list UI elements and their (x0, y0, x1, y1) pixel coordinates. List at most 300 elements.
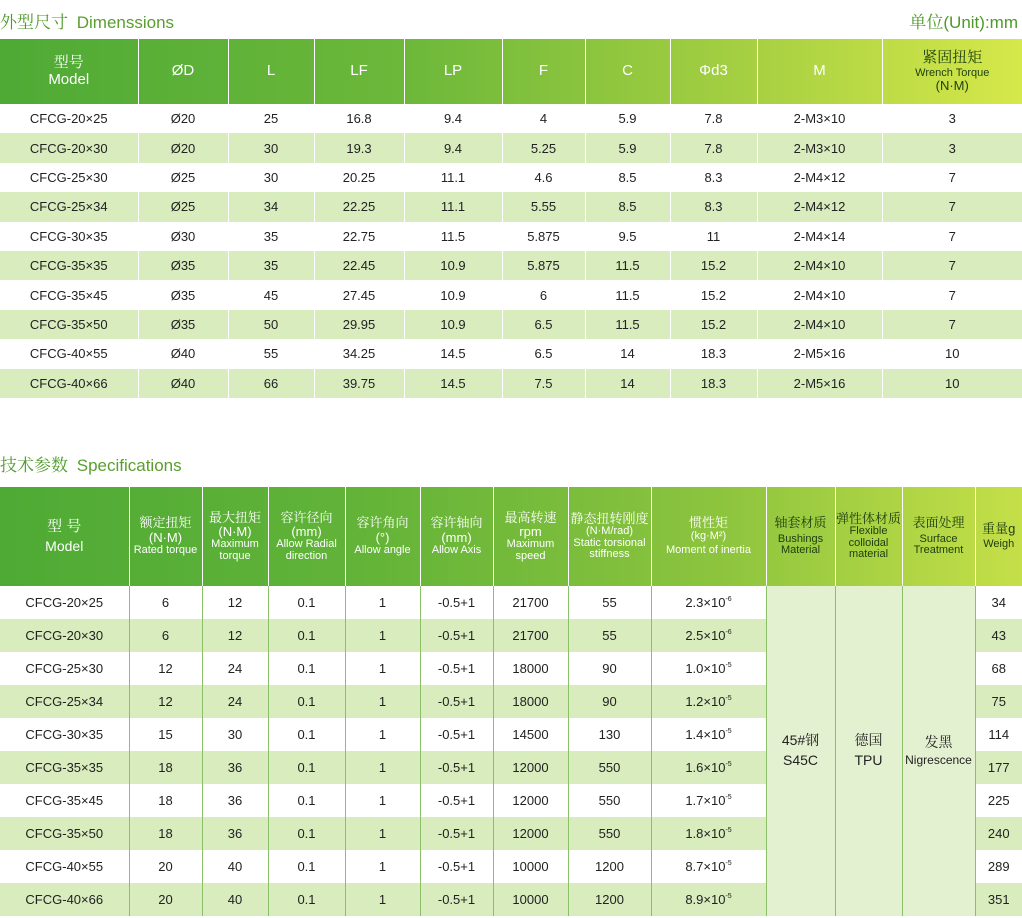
dims-cell-torque: 7 (882, 163, 1022, 192)
specs-cell-weight: 68 (975, 652, 1022, 685)
dims-cell-lf: 27.45 (314, 280, 404, 309)
specs-header-angle-en: Allow angle (354, 544, 411, 557)
specs-cell-axis: -0.5+1 (420, 685, 493, 718)
specs-cell-max: 24 (202, 685, 268, 718)
specs-cell-inertia (651, 718, 766, 751)
dims-cell-lp: 14.5 (404, 369, 502, 398)
inertia-base: 1.6×10 (685, 760, 726, 775)
dims-cell-od: Ø40 (138, 339, 228, 368)
dims-cell-c: 9.5 (585, 222, 670, 251)
dims-cell-d3: 11 (670, 222, 757, 251)
specs-cell-axis: -0.5+1 (420, 586, 493, 619)
specs-cell-angle: 1 (345, 850, 420, 883)
inertia-base: 1.2×10 (685, 694, 726, 709)
specs-cell-axis: -0.5+1 (420, 850, 493, 883)
specs-cell-rated: 12 (129, 652, 202, 685)
specs-header-speed-en: Maximum speed (506, 538, 555, 562)
specs-cell-weight: 177 (975, 751, 1022, 784)
bushing-material (766, 586, 835, 916)
dims-cell-d3: 18.3 (670, 369, 757, 398)
inertia-base: 1.8×10 (685, 826, 726, 841)
table-row (0, 104, 1022, 133)
table-row (0, 339, 1022, 368)
inertia-base: 8.7×10 (685, 859, 726, 874)
dims-cell-l: 55 (228, 339, 314, 368)
inertia-base: 1.7×10 (685, 793, 726, 808)
specs-cell-speed: 21700 (493, 586, 568, 619)
specs-cell-speed: 12000 (493, 784, 568, 817)
dims-cell-lp: 14.5 (404, 339, 502, 368)
bushing-material-cn: 45#钢 (781, 732, 820, 749)
dims-cell-l: 34 (228, 192, 314, 221)
dims-cell-model: CFCG-40×55 (0, 339, 138, 368)
dims-header-row (0, 39, 1022, 104)
dims-section-title (0, 8, 174, 33)
dims-cell-c: 5.9 (585, 104, 670, 133)
specs-header-stiff-cn: 静态扭转刚度 (570, 511, 649, 527)
specs-cell-model: CFCG-35×45 (0, 784, 129, 817)
specs-cell-angle: 1 (345, 817, 420, 850)
dims-cell-od: Ø20 (138, 104, 228, 133)
surface-treatment-cn: 发黑 (924, 733, 953, 750)
specs-header-bushing (766, 487, 835, 586)
specs-cell-rated: 6 (129, 619, 202, 652)
specs-header-axis-unit: (mm) (441, 529, 472, 545)
dims-cell-c: 8.5 (585, 192, 670, 221)
specs-cell-max: 12 (202, 619, 268, 652)
dims-cell-c: 8.5 (585, 163, 670, 192)
specs-cell-max: 36 (202, 817, 268, 850)
dims-header-torque (882, 39, 1022, 104)
specs-cell-weight: 43 (975, 619, 1022, 652)
specs-cell-weight: 225 (975, 784, 1022, 817)
dims-cell-lp: 11.5 (404, 222, 502, 251)
specs-cell-speed: 10000 (493, 850, 568, 883)
specs-cell-stiff: 90 (568, 685, 651, 718)
dims-cell-od: Ø30 (138, 222, 228, 251)
specs-cell-speed: 18000 (493, 685, 568, 718)
dims-cell-d3: 15.2 (670, 280, 757, 309)
specs-cell-angle: 1 (345, 586, 420, 619)
specs-header-rated-en: Rated torque (133, 544, 198, 557)
specs-header-max (202, 487, 268, 586)
dims-cell-d3: 8.3 (670, 163, 757, 192)
specs-cell-model: CFCG-40×66 (0, 883, 129, 916)
specs-header-stiffness (568, 487, 651, 586)
specs-cell-stiff: 90 (568, 652, 651, 685)
specs-section-title (0, 451, 182, 476)
specs-header-surface-en: Surface Treatment (913, 532, 964, 557)
specs-header-bush-en: Bushings Material (777, 532, 824, 557)
specs-header-speed-cn: 最高转速 (504, 509, 557, 525)
dims-cell-lf: 16.8 (314, 104, 404, 133)
dims-header-c: C (585, 39, 670, 104)
specs-cell-model: CFCG-25×34 (0, 685, 129, 718)
inertia-base: 1.0×10 (685, 661, 726, 676)
specs-cell-inertia (651, 817, 766, 850)
specs-header-angle-cn: 容许角向 (356, 515, 409, 531)
specs-cell-radial: 0.1 (268, 619, 345, 652)
specs-header-radial-en: Allow Radial direction (276, 538, 337, 562)
inertia-base: 2.5×10 (685, 628, 726, 643)
dims-cell-model: CFCG-35×35 (0, 251, 138, 280)
dims-cell-c: 11.5 (585, 280, 670, 309)
specs-title-cn: 技术参数 (0, 456, 68, 475)
dims-cell-od: Ø35 (138, 310, 228, 339)
specs-cell-speed: 14500 (493, 718, 568, 751)
inertia-exponent: -5 (725, 794, 732, 801)
dims-table-body (0, 104, 1022, 398)
dims-header-torque-cn: 紧固扭矩 (922, 49, 983, 67)
specs-cell-stiff: 550 (568, 751, 651, 784)
specs-cell-weight: 351 (975, 883, 1022, 916)
specs-cell-speed: 18000 (493, 652, 568, 685)
specs-cell-max: 40 (202, 883, 268, 916)
specs-cell-weight: 75 (975, 685, 1022, 718)
specs-header-speed (493, 487, 568, 586)
dims-cell-m: 2-M4×12 (757, 163, 882, 192)
dims-cell-m: 2-M4×10 (757, 310, 882, 339)
inertia-exponent: -6 (725, 629, 732, 636)
dims-cell-d3: 8.3 (670, 192, 757, 221)
specs-header-radial-cn: 容许径向 (280, 509, 333, 525)
dims-cell-lf: 39.75 (314, 369, 404, 398)
dims-cell-f: 5.875 (502, 222, 585, 251)
dims-cell-lf: 22.45 (314, 251, 404, 280)
specs-cell-inertia (651, 784, 766, 817)
dims-cell-f: 6.5 (502, 310, 585, 339)
dims-cell-lp: 11.1 (404, 163, 502, 192)
specs-cell-stiff: 55 (568, 586, 651, 619)
inertia-exponent: -5 (725, 662, 732, 669)
inertia-exponent: -5 (725, 761, 732, 768)
specs-header-row (0, 487, 1022, 586)
specs-header-weight (975, 487, 1022, 586)
specs-cell-axis: -0.5+1 (420, 883, 493, 916)
specs-cell-stiff: 130 (568, 718, 651, 751)
specs-header-axis-en: Allow Axis (431, 544, 482, 557)
dims-cell-model: CFCG-20×30 (0, 133, 138, 162)
elastic-material-en: TPU (854, 752, 883, 768)
dims-cell-od: Ø35 (138, 280, 228, 309)
specs-cell-rated: 15 (129, 718, 202, 751)
specs-cell-max: 30 (202, 718, 268, 751)
specs-cell-angle: 1 (345, 784, 420, 817)
specs-cell-axis: -0.5+1 (420, 718, 493, 751)
specs-cell-max: 12 (202, 586, 268, 619)
specs-cell-weight: 289 (975, 850, 1022, 883)
dims-cell-torque: 7 (882, 251, 1022, 280)
dims-cell-torque: 7 (882, 280, 1022, 309)
dims-header-torque-unit: (N·M) (935, 77, 969, 93)
specs-cell-weight: 114 (975, 718, 1022, 751)
specs-header-model-cn: 型 号 (47, 517, 82, 535)
specs-header-surface-cn: 表面处理 (912, 515, 965, 531)
dims-cell-lf: 22.75 (314, 222, 404, 251)
table-row (0, 192, 1022, 221)
dims-cell-model: CFCG-25×34 (0, 192, 138, 221)
specs-cell-stiff: 55 (568, 619, 651, 652)
dims-cell-f: 5.875 (502, 251, 585, 280)
specs-cell-angle: 1 (345, 652, 420, 685)
table-row (0, 163, 1022, 192)
inertia-exponent: -5 (725, 695, 732, 702)
specs-header-radial-unit: (mm) (291, 523, 322, 539)
dims-cell-lf: 34.25 (314, 339, 404, 368)
specs-header-elastic-en: Flexible colloidal material (848, 525, 889, 561)
dims-cell-d3: 15.2 (670, 310, 757, 339)
specs-header-max-en: Maximum torque (211, 538, 259, 562)
dims-cell-f: 5.55 (502, 192, 585, 221)
surface-treatment (902, 586, 975, 916)
inertia-exponent: -6 (725, 596, 732, 603)
dims-cell-m: 2-M3×10 (757, 104, 882, 133)
specs-cell-speed: 12000 (493, 751, 568, 784)
specs-cell-angle: 1 (345, 718, 420, 751)
dims-cell-m: 2-M4×10 (757, 280, 882, 309)
dims-cell-l: 35 (228, 251, 314, 280)
inertia-base: 8.9×10 (685, 892, 726, 907)
specs-header-bush-cn: 轴套材质 (774, 515, 827, 531)
table-row (0, 369, 1022, 398)
specs-cell-rated: 18 (129, 751, 202, 784)
inertia-exponent: -5 (725, 827, 732, 834)
dims-cell-model: CFCG-35×45 (0, 280, 138, 309)
specs-table-body (0, 586, 1022, 916)
specs-cell-rated: 20 (129, 883, 202, 916)
elastic-material-cn: 德国 (854, 732, 883, 749)
specifications-table (0, 487, 1022, 916)
dims-header-m: M (757, 39, 882, 104)
specs-cell-radial: 0.1 (268, 784, 345, 817)
specs-header-model-en: Model (45, 538, 84, 555)
specs-header-rated (129, 487, 202, 586)
inertia-base: 1.4×10 (685, 727, 726, 742)
dims-cell-f: 7.5 (502, 369, 585, 398)
dims-cell-d3: 18.3 (670, 339, 757, 368)
specs-cell-stiff: 550 (568, 784, 651, 817)
specs-cell-stiff: 1200 (568, 883, 651, 916)
dims-cell-c: 11.5 (585, 310, 670, 339)
specs-cell-radial: 0.1 (268, 751, 345, 784)
dims-cell-c: 5.9 (585, 133, 670, 162)
dims-cell-od: Ø35 (138, 251, 228, 280)
dims-cell-m: 2-M3×10 (757, 133, 882, 162)
table-row (0, 310, 1022, 339)
specs-cell-rated: 6 (129, 586, 202, 619)
inertia-exponent: -5 (725, 728, 732, 735)
dims-cell-lf: 29.95 (314, 310, 404, 339)
specs-header-axis-cn: 容许轴向 (430, 515, 483, 531)
dims-cell-lp: 10.9 (404, 251, 502, 280)
specs-cell-rated: 18 (129, 784, 202, 817)
table-row (0, 222, 1022, 251)
dims-cell-lp: 9.4 (404, 133, 502, 162)
specs-header-angle-unit: (°) (375, 529, 390, 545)
specs-cell-max: 24 (202, 652, 268, 685)
dims-cell-model: CFCG-35×50 (0, 310, 138, 339)
specs-cell-stiff: 1200 (568, 850, 651, 883)
dims-cell-lp: 10.9 (404, 280, 502, 309)
specs-header-stiff-unit: (N·M/rad) (585, 525, 634, 538)
bushing-material-en: S45C (782, 752, 819, 768)
specs-cell-inertia (651, 652, 766, 685)
dims-cell-od: Ø25 (138, 192, 228, 221)
specs-header-max-cn: 最大扭矩 (208, 509, 261, 525)
dims-cell-f: 6 (502, 280, 585, 309)
specs-cell-rated: 20 (129, 850, 202, 883)
dims-cell-m: 2-M5×16 (757, 339, 882, 368)
specs-cell-axis: -0.5+1 (420, 652, 493, 685)
elastic-material (835, 586, 902, 916)
specs-cell-radial: 0.1 (268, 817, 345, 850)
specs-cell-speed: 21700 (493, 619, 568, 652)
specs-cell-radial: 0.1 (268, 718, 345, 751)
specs-header-inertia (651, 487, 766, 586)
specs-header-inertia-cn: 惯性矩 (688, 515, 728, 531)
specs-cell-angle: 1 (345, 685, 420, 718)
specs-header-elastic (835, 487, 902, 586)
specs-cell-axis: -0.5+1 (420, 619, 493, 652)
dims-cell-m: 2-M4×14 (757, 222, 882, 251)
specs-header-stiff-en: Static torsional stiffness (573, 536, 646, 561)
dims-header-model-en: Model (48, 70, 90, 88)
dims-header-lp: LP (404, 39, 502, 104)
dims-cell-c: 14 (585, 369, 670, 398)
specs-cell-speed: 10000 (493, 883, 568, 916)
dims-cell-torque: 7 (882, 222, 1022, 251)
specs-cell-radial: 0.1 (268, 685, 345, 718)
specs-cell-speed: 12000 (493, 817, 568, 850)
dims-cell-f: 5.25 (502, 133, 585, 162)
specs-cell-angle: 1 (345, 883, 420, 916)
specs-cell-model: CFCG-20×30 (0, 619, 129, 652)
dims-cell-lp: 9.4 (404, 104, 502, 133)
dims-cell-f: 6.5 (502, 339, 585, 368)
specs-cell-model: CFCG-35×35 (0, 751, 129, 784)
specs-cell-max: 36 (202, 751, 268, 784)
table-row (0, 133, 1022, 162)
specs-cell-radial: 0.1 (268, 652, 345, 685)
dims-header-f: F (502, 39, 585, 104)
dims-title-en: Dimenssions (76, 13, 175, 32)
specs-header-surface (902, 487, 975, 586)
dims-cell-m: 2-M5×16 (757, 369, 882, 398)
specs-cell-weight: 240 (975, 817, 1022, 850)
dims-cell-l: 35 (228, 222, 314, 251)
dims-cell-l: 30 (228, 133, 314, 162)
table-row (0, 586, 1022, 619)
dims-header-od: ØD (138, 39, 228, 104)
dims-cell-model: CFCG-30×35 (0, 222, 138, 251)
specs-header-inertia-en: Moment of inertia (666, 544, 751, 557)
specs-header-radial (268, 487, 345, 586)
specs-cell-axis: -0.5+1 (420, 784, 493, 817)
specs-cell-inertia (651, 619, 766, 652)
dims-cell-m: 2-M4×10 (757, 251, 882, 280)
specs-cell-max: 36 (202, 784, 268, 817)
dims-cell-f: 4 (502, 104, 585, 133)
specs-cell-angle: 1 (345, 751, 420, 784)
specs-cell-rated: 12 (129, 685, 202, 718)
dims-cell-torque: 7 (882, 310, 1022, 339)
dims-header-l: L (228, 39, 314, 104)
specs-header-angle (345, 487, 420, 586)
dims-header-torque-en: Wrench Torque (915, 66, 990, 79)
dims-cell-od: Ø40 (138, 369, 228, 398)
specs-cell-rated: 18 (129, 817, 202, 850)
specs-cell-radial: 0.1 (268, 850, 345, 883)
dims-cell-torque: 10 (882, 339, 1022, 368)
table-row (0, 251, 1022, 280)
specs-title-en: Specifications (76, 456, 182, 475)
dimensions-table (0, 39, 1022, 398)
dims-cell-c: 14 (585, 339, 670, 368)
unit-label: 单位(Unit):mm (909, 13, 1018, 32)
dims-header-model-cn: 型号 (53, 54, 84, 71)
dims-cell-lp: 10.9 (404, 310, 502, 339)
dims-cell-l: 66 (228, 369, 314, 398)
dims-cell-torque: 7 (882, 192, 1022, 221)
specs-header-axis (420, 487, 493, 586)
dims-cell-torque: 3 (882, 104, 1022, 133)
specs-cell-model: CFCG-25×30 (0, 652, 129, 685)
specs-cell-axis: -0.5+1 (420, 817, 493, 850)
specs-header-rated-cn: 额定扭矩 (139, 515, 192, 531)
specs-cell-model: CFCG-20×25 (0, 586, 129, 619)
inertia-base: 2.3×10 (685, 595, 726, 610)
specs-header-max-unit: (N·M) (218, 523, 252, 539)
specs-cell-inertia (651, 586, 766, 619)
specs-header-inertia-unit: (kg·M²) (690, 530, 727, 543)
dims-cell-l: 45 (228, 280, 314, 309)
inertia-exponent: -5 (725, 893, 732, 900)
dims-cell-model: CFCG-25×30 (0, 163, 138, 192)
specs-cell-weight: 34 (975, 586, 1022, 619)
dims-cell-model: CFCG-20×25 (0, 104, 138, 133)
dims-cell-l: 50 (228, 310, 314, 339)
dims-header-model (0, 39, 138, 104)
dims-title-cn: 外型尺寸 (0, 13, 68, 32)
specs-header-model (0, 487, 129, 586)
dims-header-lf: LF (314, 39, 404, 104)
dims-cell-d3: 15.2 (670, 251, 757, 280)
dims-cell-l: 30 (228, 163, 314, 192)
specs-cell-radial: 0.1 (268, 586, 345, 619)
dims-cell-m: 2-M4×12 (757, 192, 882, 221)
dims-cell-od: Ø20 (138, 133, 228, 162)
dims-cell-lf: 22.25 (314, 192, 404, 221)
specs-cell-stiff: 550 (568, 817, 651, 850)
dims-cell-torque: 10 (882, 369, 1022, 398)
dims-cell-d3: 7.8 (670, 133, 757, 162)
dims-cell-model: CFCG-40×66 (0, 369, 138, 398)
dims-cell-c: 11.5 (585, 251, 670, 280)
specs-cell-radial: 0.1 (268, 883, 345, 916)
surface-treatment-en: Nigrescence (905, 753, 972, 768)
specs-cell-axis: -0.5+1 (420, 751, 493, 784)
dims-header-d3: Φd3 (670, 39, 757, 104)
specs-cell-inertia (651, 751, 766, 784)
dims-cell-f: 4.6 (502, 163, 585, 192)
dims-cell-lf: 20.25 (314, 163, 404, 192)
specs-cell-model: CFCG-40×55 (0, 850, 129, 883)
dims-cell-l: 25 (228, 104, 314, 133)
dims-cell-lf: 19.3 (314, 133, 404, 162)
specs-header-weight-cn: 重量g (982, 521, 1016, 537)
specs-cell-angle: 1 (345, 619, 420, 652)
specs-header-elastic-cn: 弹性体材质 (835, 511, 901, 527)
